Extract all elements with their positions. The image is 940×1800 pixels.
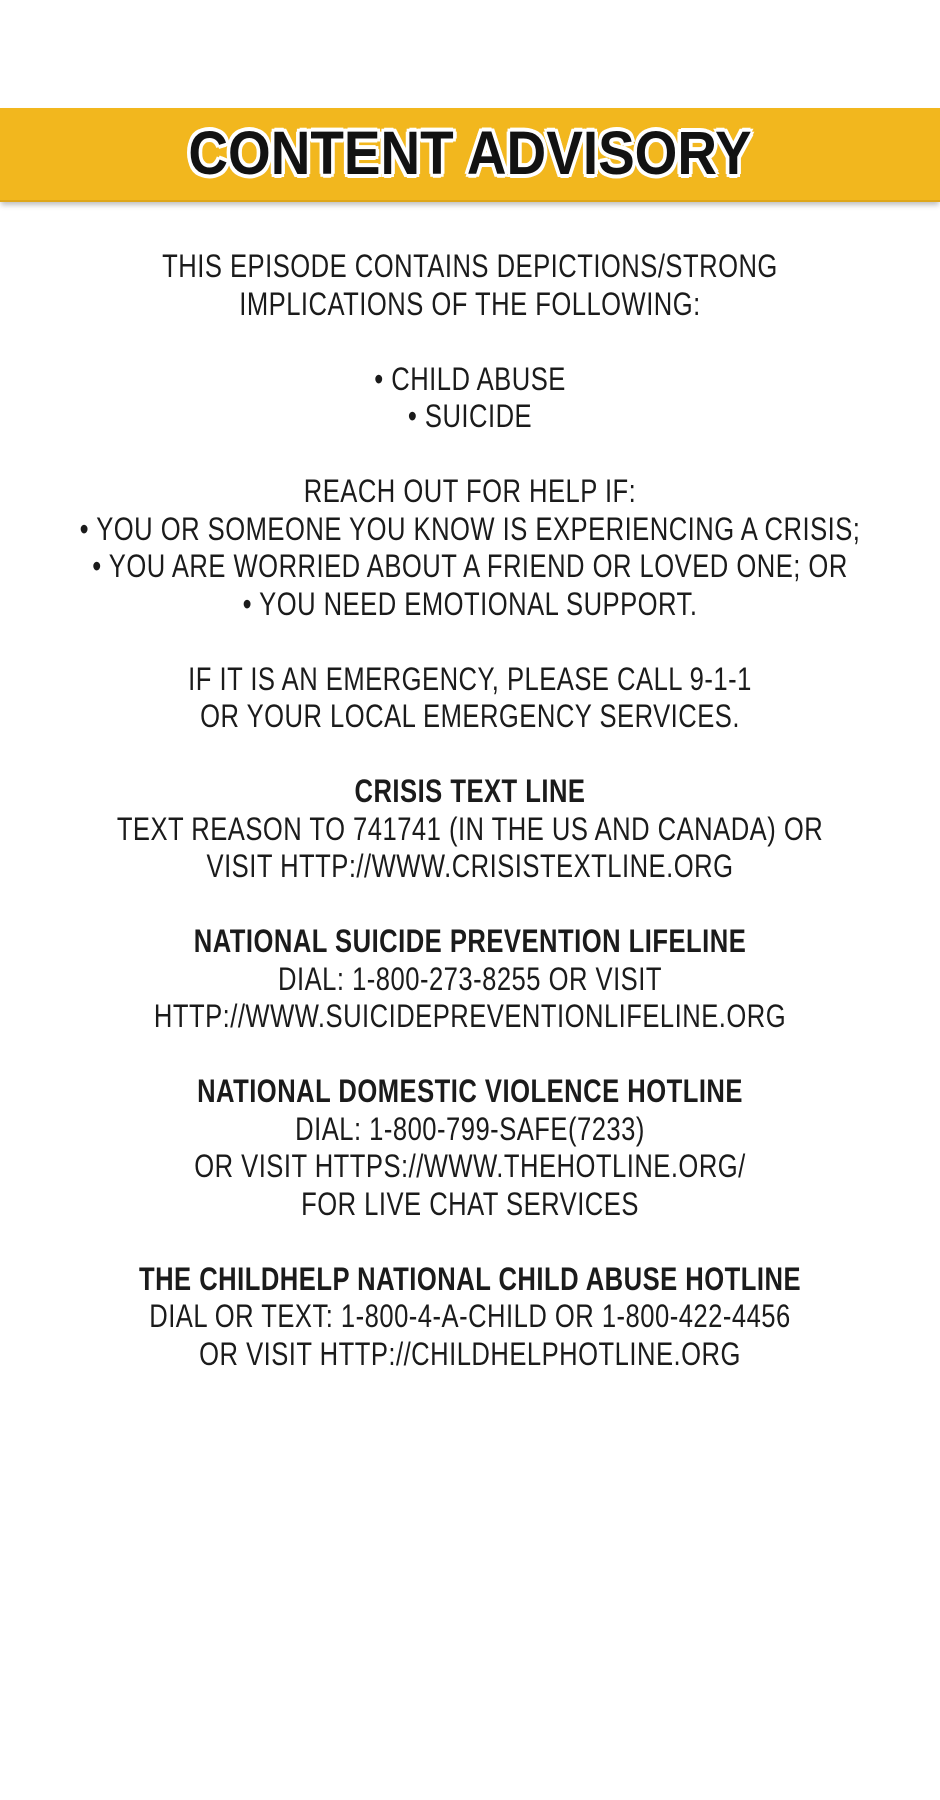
emergency-line: IF IT IS AN EMERGENCY, PLEASE CALL 9-1-1	[188, 660, 752, 697]
hotline-detail-line: DIAL: 1-800-799-SAFE(7233)	[295, 1110, 645, 1147]
emergency-section	[0, 661, 940, 736]
topic-item: • CHILD ABUSE	[374, 360, 566, 397]
reach-out-section	[0, 473, 940, 623]
reach-out-heading: REACH OUT FOR HELP IF:	[303, 473, 637, 509]
hotline-name: THE CHILDHELP NATIONAL CHILD ABUSE HOTLINE	[138, 1260, 802, 1297]
hotline-name: NATIONAL SUICIDE PREVENTION LIFELINE	[193, 923, 747, 959]
hotline-detail-line: FOR LIVE CHAT SERVICES	[301, 1185, 639, 1222]
hotline-section-childhelp-child-abuse-hotline	[0, 1261, 940, 1374]
advisory-text-column	[0, 248, 940, 1411]
hotline-detail-line: TEXT REASON TO 741741 (IN THE US AND CANADA) OR	[116, 810, 824, 847]
hotline-section-suicide-prevention-lifeline	[0, 923, 940, 1036]
intro-section	[0, 248, 940, 323]
topics-list	[0, 361, 940, 436]
hotline-detail-line: DIAL OR TEXT: 1-800-4-A-CHILD OR 1-800-422-4456	[149, 1298, 791, 1334]
reach-out-item: • YOU NEED EMOTIONAL SUPPORT.	[242, 585, 698, 622]
hotline-section-crisis-text-line	[0, 773, 940, 886]
intro-line: IMPLICATIONS OF THE FOLLOWING:	[239, 285, 701, 322]
topic-item: • SUICIDE	[407, 398, 533, 434]
hotline-name: NATIONAL DOMESTIC VIOLENCE HOTLINE	[197, 1073, 743, 1109]
banner-title: CONTENT ADVISORY	[188, 119, 752, 187]
hotline-name: CRISIS TEXT LINE	[354, 773, 586, 809]
hotline-detail-line: DIAL: 1-800-273-8255 OR VISIT	[278, 960, 662, 997]
reach-out-item: • YOU OR SOMEONE YOU KNOW IS EXPERIENCING A CRISIS;	[79, 510, 861, 547]
hotline-section-domestic-violence-hotline	[0, 1073, 940, 1223]
content-advisory-banner	[0, 108, 940, 202]
hotline-detail-line: OR VISIT HTTP://CHILDHELPHOTLINE.ORG	[199, 1335, 741, 1372]
intro-line: THIS EPISODE CONTAINS DEPICTIONS/STRONG	[162, 248, 778, 284]
hotline-detail-line: VISIT HTTP://WWW.CRISISTEXTLINE.ORG	[206, 848, 734, 884]
hotline-detail-line: OR VISIT HTTPS://WWW.THEHOTLINE.ORG/	[194, 1148, 746, 1184]
reach-out-item: • YOU ARE WORRIED ABOUT A FRIEND OR LOVED ONE; OR	[92, 548, 848, 584]
emergency-line: OR YOUR LOCAL EMERGENCY SERVICES.	[200, 698, 740, 734]
hotline-detail-line: HTTP://WWW.SUICIDEPREVENTIONLIFELINE.ORG	[153, 998, 787, 1034]
